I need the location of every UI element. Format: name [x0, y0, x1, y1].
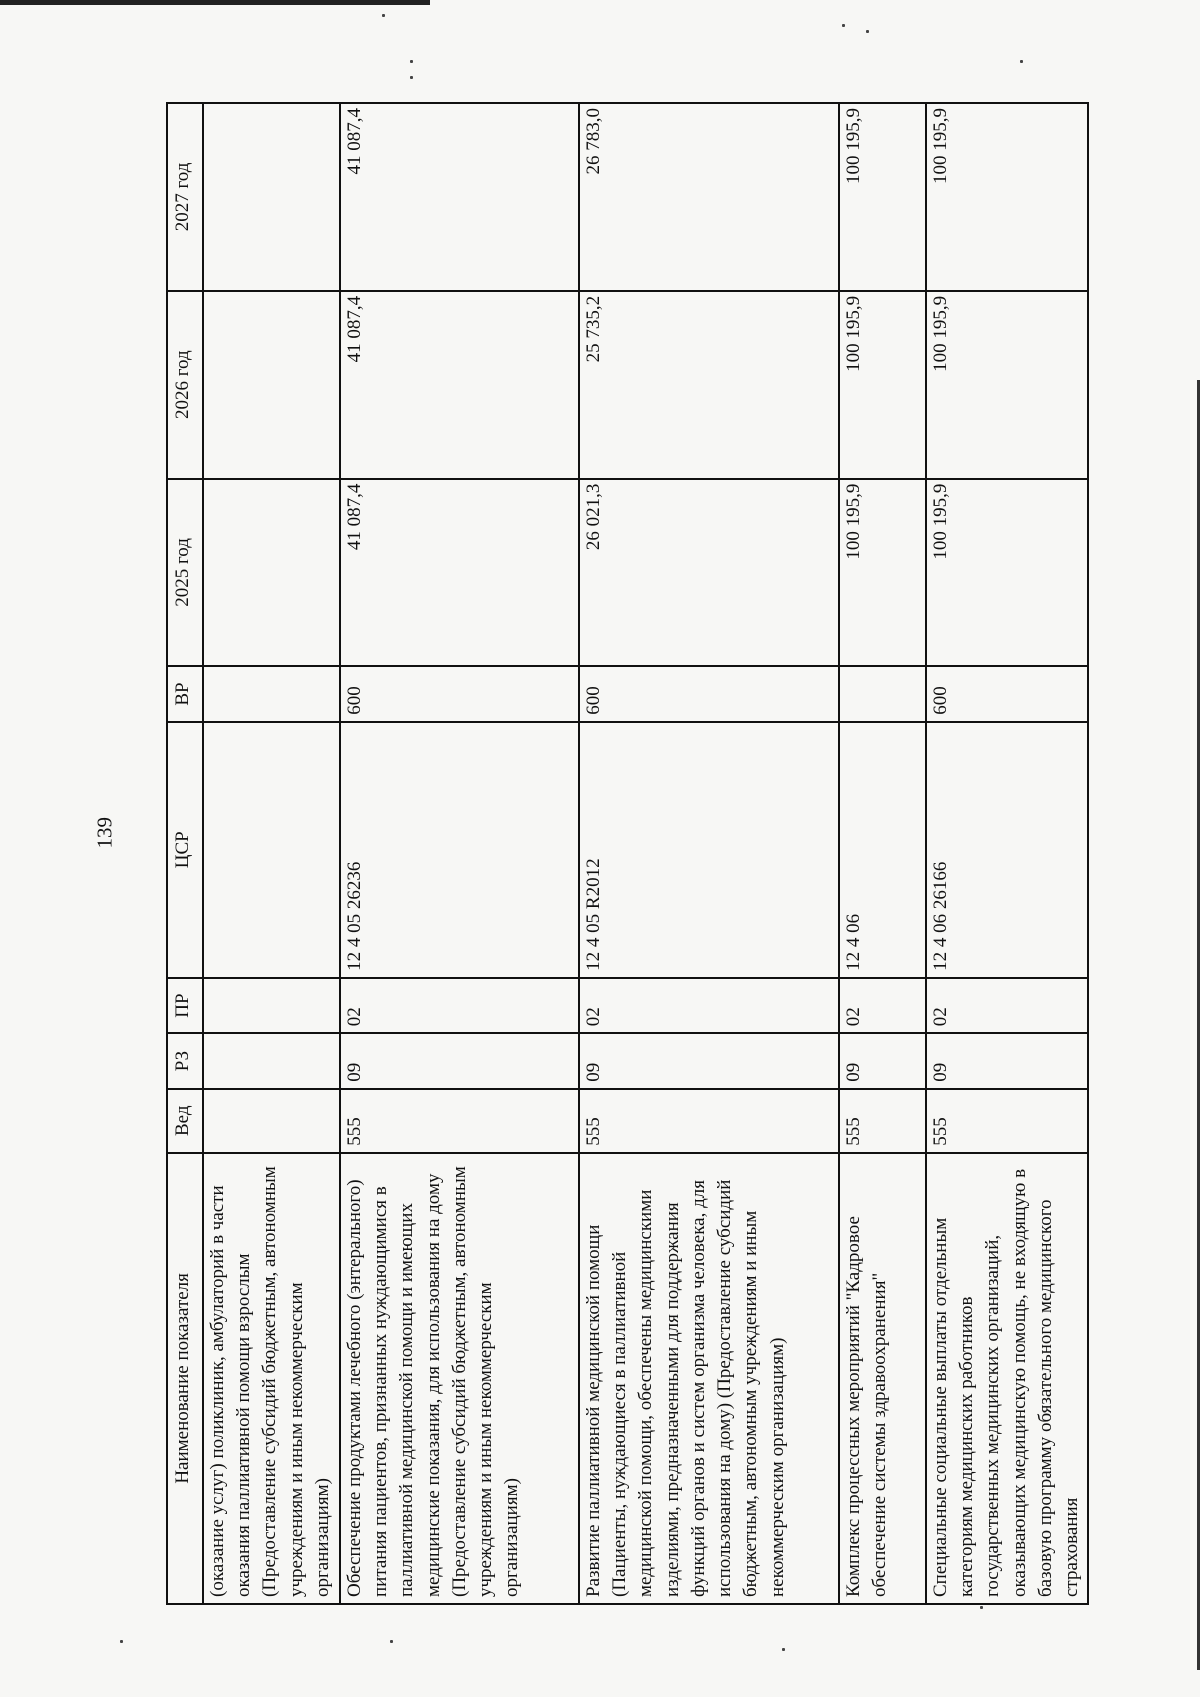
table-row: [839, 103, 926, 1604]
cell-ved: [203, 1089, 340, 1153]
scan-speck: [390, 1640, 393, 1643]
cell-pr: 02: [340, 978, 579, 1033]
header-name: Наименование показателя: [167, 1153, 203, 1604]
cell-rz: 09: [579, 1033, 839, 1088]
cell-csr: [203, 722, 340, 978]
cell-ved: 555: [839, 1089, 926, 1153]
scan-edge-top: [0, 0, 430, 5]
cell-csr: 12 4 05 R2012: [579, 722, 839, 978]
cell-csr: 12 4 06 26166: [926, 722, 1088, 978]
table-row: [926, 103, 1088, 1604]
cell-name: (оказание услуг) поликлиник, амбулаторий в части оказания паллиативной помощи взрослым (Предоставление субсидий бюджетным, автономным учреждениям и иным некоммерческим организациям): [203, 1153, 340, 1604]
table-row: [203, 103, 340, 1604]
cell-pr: 02: [839, 978, 926, 1033]
cell-vr: [839, 666, 926, 721]
cell-2027: [203, 103, 340, 291]
scan-speck: [120, 1640, 123, 1643]
scan-speck: [410, 60, 413, 63]
cell-ved: 555: [340, 1089, 579, 1153]
header-csr: ЦСР: [167, 722, 203, 978]
cell-pr: [203, 978, 340, 1033]
cell-csr: 12 4 06: [839, 722, 926, 978]
header-pr: ПР: [167, 978, 203, 1033]
header-2025: 2025 год: [167, 479, 203, 667]
table-header-row: [167, 103, 203, 1604]
cell-2025: [203, 479, 340, 667]
cell-2027: 100 195,9: [926, 103, 1088, 291]
cell-2026: 100 195,9: [926, 291, 1088, 479]
cell-2025: 26 021,3: [579, 479, 839, 667]
table-row: [340, 103, 579, 1604]
cell-ved: 555: [579, 1089, 839, 1153]
scan-speck: [842, 24, 845, 27]
cell-2027: 100 195,9: [839, 103, 926, 291]
cell-vr: 600: [926, 666, 1088, 721]
cell-2025: 41 087,4: [340, 479, 579, 667]
cell-2026: 25 735,2: [579, 291, 839, 479]
scan-speck: [782, 1648, 785, 1651]
scan-speck: [382, 14, 385, 17]
scan-speck: [866, 30, 869, 33]
header-ved: Вед: [167, 1089, 203, 1153]
cell-vr: [203, 666, 340, 721]
cell-2027: 41 087,4: [340, 103, 579, 291]
cell-csr: 12 4 05 26236: [340, 722, 579, 978]
cell-name: Специальные социальные выплаты отдельным категориям медицинских работников государственных медицинских организаций, оказывающих медицинскую помощь, не входящую в базовую программу обязательного медицинского страхования: [926, 1153, 1088, 1604]
cell-2027: 26 783,0: [579, 103, 839, 291]
cell-name: Развитие паллиативной медицинской помощи (Пациенты, нуждающиеся в паллиативной медицинской помощи, обеспечены медицинскими изделиями, предназначенными для поддержания функций органов и систем организма человека, для использования на дому) (Предоставление субсидий бюджетным, автономным учреждениям и иным некоммерческим организациям): [579, 1153, 839, 1604]
cell-name: Комплекс процессных мероприятий "Кадровое обеспечение системы здравоохранения": [839, 1153, 926, 1604]
table-row: [579, 103, 839, 1604]
cell-vr: 600: [579, 666, 839, 721]
scan-speck: [410, 76, 413, 79]
scan-speck: [980, 1606, 983, 1609]
scan-speck: [1020, 60, 1023, 63]
cell-name: Обеспечение продуктами лечебного (энтерального) питания пациентов, признанных нуждающимися в паллиативной медицинской помощи и имеющих медицинские показания, для использования на дому (Предоставление субсидий бюджетным, автономным учреждениям и иным некоммерческим организациям): [340, 1153, 579, 1604]
cell-2026: 100 195,9: [839, 291, 926, 479]
header-2026: 2026 год: [167, 291, 203, 479]
cell-rz: 09: [340, 1033, 579, 1088]
cell-rz: [203, 1033, 340, 1088]
cell-vr: 600: [340, 666, 579, 721]
cell-2025: 100 195,9: [839, 479, 926, 667]
rotated-table-sheet: [166, 102, 1170, 1605]
cell-2026: 41 087,4: [340, 291, 579, 479]
header-2027: 2027 год: [167, 103, 203, 291]
cell-rz: 09: [926, 1033, 1088, 1088]
cell-rz: 09: [839, 1033, 926, 1088]
cell-2026: [203, 291, 340, 479]
page-number: 139: [92, 817, 117, 849]
cell-pr: 02: [926, 978, 1088, 1033]
header-vr: ВР: [167, 666, 203, 721]
cell-2025: 100 195,9: [926, 479, 1088, 667]
header-rz: РЗ: [167, 1033, 203, 1088]
cell-ved: 555: [926, 1089, 1088, 1153]
cell-pr: 02: [579, 978, 839, 1033]
budget-table: [166, 102, 1089, 1605]
